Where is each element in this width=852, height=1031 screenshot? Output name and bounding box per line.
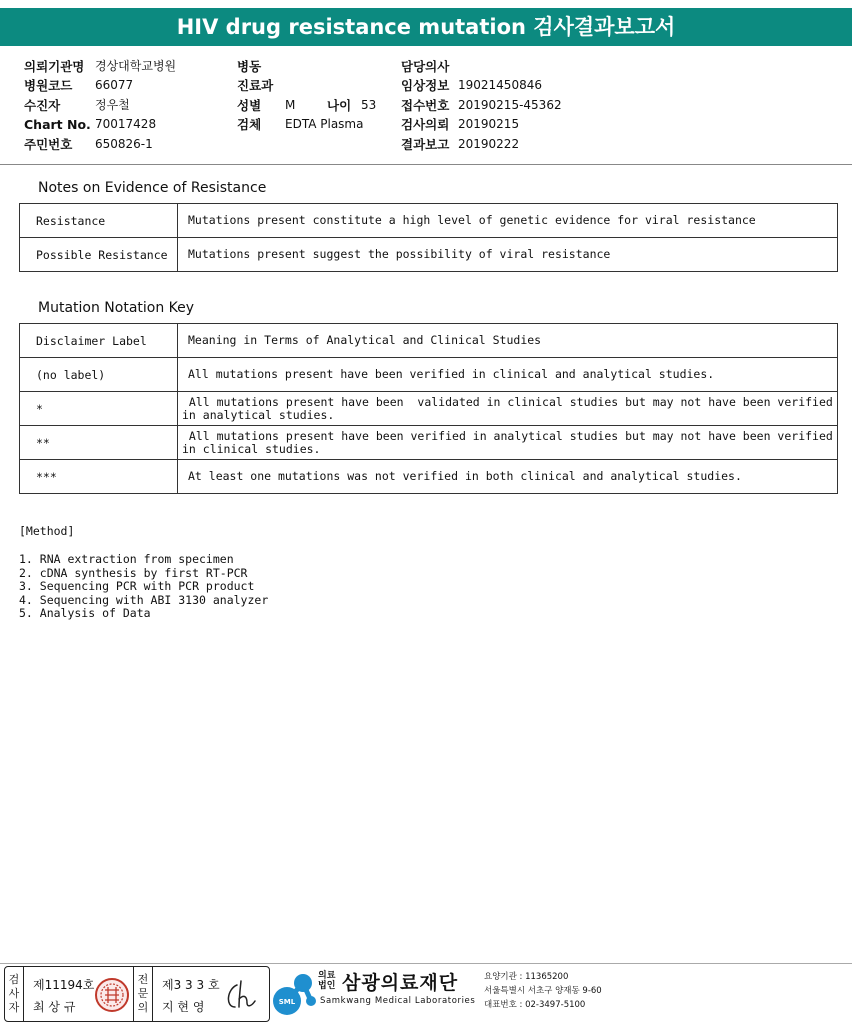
table-row	[20, 358, 838, 392]
evidence-label: Possible Resistance	[20, 238, 178, 272]
notation-label: ***	[20, 460, 178, 494]
examiner-vertical-label	[5, 967, 23, 1021]
org-prefix-line: 의료	[318, 971, 336, 981]
field-value: 경상대학교병원	[95, 59, 177, 74]
method-title: [Method]	[19, 524, 75, 538]
notation-label: **	[20, 426, 178, 460]
examiner-license-no: 제11194호	[33, 978, 95, 992]
patient-info-col1	[24, 56, 176, 154]
field-value: 650826-1	[95, 136, 153, 151]
column-header: Meaning in Terms of Analytical and Clinical Studies	[178, 324, 838, 358]
notation-text-line: All mutations present have been verified in analytical studies but may not have been verified	[182, 428, 833, 443]
org-prefix-line: 법인	[318, 981, 336, 991]
org-phone: 대표번호 : 02-3497-5100	[484, 1000, 586, 1010]
notation-text-line: in clinical studies.	[182, 441, 321, 456]
dept-label: 진료과	[237, 78, 274, 94]
signature-box	[4, 966, 270, 1022]
method-step: 5. Analysis of Data	[19, 606, 151, 620]
separator	[23, 967, 24, 1021]
field-label: 주민번호	[24, 136, 73, 152]
footer-divider	[0, 963, 852, 964]
notation-text: At least one mutations was not verified in both clinical and analytical studies.	[178, 460, 838, 494]
field-value: 70017428	[95, 117, 157, 132]
report-title: HIV drug resistance mutation 검사결과보고서	[0, 8, 852, 46]
table-row	[20, 204, 838, 238]
specimen-label: 검체	[237, 117, 262, 133]
field-label: 의뢰기관명	[24, 58, 85, 74]
examiner-name: 최 상 규	[33, 1000, 76, 1014]
method-step: 1. RNA extraction from specimen	[19, 552, 234, 566]
notation-text	[178, 392, 838, 426]
field-label: 임상정보	[401, 78, 450, 94]
table-row	[20, 460, 838, 494]
notation-text	[178, 426, 838, 460]
field-label: 접수번호	[401, 97, 450, 113]
reviewer-vertical-label	[134, 967, 152, 1021]
label-char: 검	[8, 973, 20, 986]
patient-info	[0, 56, 852, 166]
table-row	[20, 238, 838, 272]
field-label: 수진자	[24, 97, 61, 113]
sex-label: 성별	[237, 97, 262, 113]
notation-label: *	[20, 392, 178, 426]
field-label: 병원코드	[24, 78, 73, 94]
reviewer-license-no: 제3 3 3 호	[162, 978, 220, 992]
age-value: 53	[361, 97, 377, 112]
label-char: 의	[137, 1001, 149, 1014]
field-value: 19021450846	[458, 78, 542, 93]
table-row	[20, 392, 838, 426]
ward-label: 병동	[237, 58, 262, 74]
notation-label: (no label)	[20, 358, 178, 392]
method-step: 2. cDNA synthesis by first RT-PCR	[19, 565, 248, 580]
field-label: 결과보고	[401, 136, 450, 152]
evidence-label: Resistance	[20, 204, 178, 238]
reviewer-name: 지 현 영	[162, 1000, 205, 1014]
notation-text: All mutations present have been verified in clinical and analytical studies.	[178, 358, 838, 392]
method-list	[19, 553, 268, 621]
org-name-ko: 삼광의료재단	[342, 972, 459, 994]
org-code: 요양기관 : 11365200	[484, 972, 569, 982]
label-char: 사	[8, 987, 20, 1000]
field-value: 정우철	[95, 98, 130, 113]
signature-icon	[223, 977, 263, 1013]
seal-stamp-icon	[94, 977, 130, 1013]
method-step: 3. Sequencing PCR with PCR product	[19, 579, 255, 593]
evidence-section-title: Notes on Evidence of Resistance	[38, 180, 267, 196]
evidence-table	[19, 203, 838, 272]
notation-text-line: in analytical studies.	[182, 407, 335, 422]
label-char: 자	[8, 1001, 20, 1014]
org-info	[484, 970, 602, 1012]
org-address: 서울특별시 서초구 양재동 9-60	[484, 986, 602, 996]
field-value: 66077	[95, 78, 134, 93]
field-value: 20190215-45362	[458, 97, 562, 112]
logo-text: SML	[278, 998, 296, 1006]
notation-table	[19, 323, 838, 494]
notation-section-title: Mutation Notation Key	[38, 300, 195, 316]
field-value: 20190222	[458, 136, 520, 151]
sex-value: M	[285, 97, 296, 112]
table-header-row	[20, 324, 838, 358]
org-prefix	[318, 971, 338, 991]
separator	[152, 967, 153, 1021]
org-name-en: Samkwang Medical Laboratories	[320, 996, 476, 1006]
label-char: 전	[137, 973, 149, 986]
field-label: Chart No.	[24, 116, 91, 132]
age-label: 나이	[327, 97, 352, 113]
header-divider	[0, 164, 852, 165]
evidence-text: Mutations present constitute a high level of genetic evidence for viral resistance	[178, 204, 838, 238]
sml-logo-icon	[272, 968, 318, 1018]
field-value: 20190215	[458, 117, 520, 132]
method-step: 4. Sequencing with ABI 3130 analyzer	[19, 592, 269, 607]
column-header: Disclaimer Label	[20, 324, 178, 358]
field-label: 검사의뢰	[401, 117, 450, 133]
patient-info-col2	[237, 56, 376, 134]
field-label: 담당의사	[401, 58, 450, 74]
specimen-value: EDTA Plasma	[285, 117, 364, 132]
patient-info-col3	[401, 56, 562, 154]
notation-text-line: All mutations present have been validated in clinical studies but may not have been verified	[182, 394, 833, 409]
label-char: 문	[137, 987, 149, 1000]
table-row	[20, 426, 838, 460]
evidence-text: Mutations present suggest the possibility of viral resistance	[178, 238, 838, 272]
